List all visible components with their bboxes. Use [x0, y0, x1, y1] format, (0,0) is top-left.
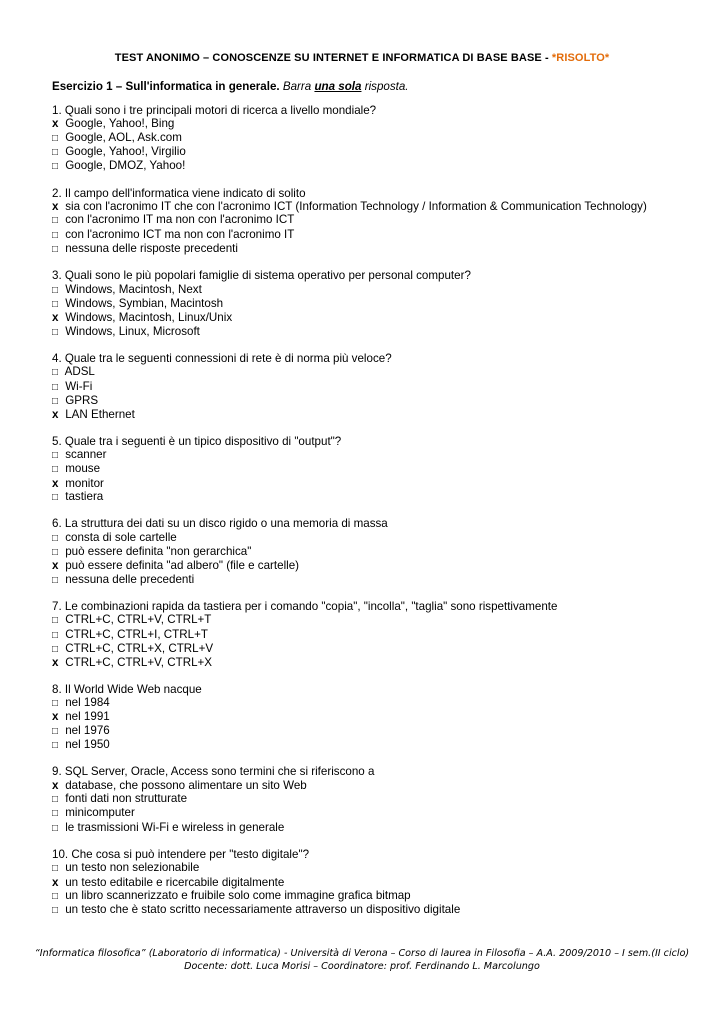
answer-option-label: nel 1976	[65, 723, 110, 737]
answer-option[interactable]	[52, 559, 712, 572]
answer-option[interactable]	[52, 228, 712, 242]
answer-option-label: nel 1950	[65, 737, 110, 751]
answer-option[interactable]	[52, 311, 712, 324]
empty-checkbox[interactable]: □	[52, 890, 59, 902]
answer-option-label: Google, DMOZ, Yahoo!	[65, 159, 186, 173]
answer-option[interactable]	[52, 821, 712, 835]
answer-option[interactable]	[52, 861, 712, 875]
checked-mark[interactable]: x	[52, 408, 59, 422]
answer-option[interactable]	[52, 283, 712, 297]
empty-checkbox[interactable]: □	[52, 808, 59, 820]
empty-checkbox[interactable]: □	[52, 629, 59, 641]
exercise-instruction-post: risposta.	[361, 80, 409, 93]
question-8	[52, 683, 712, 752]
question-list	[52, 104, 712, 931]
empty-checkbox[interactable]: □	[52, 381, 59, 393]
answer-option[interactable]	[52, 710, 712, 723]
answer-option-label: nel 1984	[65, 696, 110, 709]
answer-option-label: CTRL+C, CTRL+X, CTRL+V	[65, 641, 214, 655]
answer-option-label: ADSL	[64, 365, 95, 379]
answer-option-label: database, che possono alimentare un sito Web	[65, 778, 307, 792]
answer-option[interactable]	[52, 642, 712, 656]
answer-option-label: Google, Yahoo!, Bing	[65, 117, 175, 131]
answer-option-label: Google, AOL, Ask.com	[65, 130, 182, 144]
empty-checkbox[interactable]: □	[52, 215, 59, 227]
answer-option[interactable]	[52, 656, 712, 669]
answer-option-label: un libro scannerizzato e fruibile solo come immagine grafica bitmap	[65, 888, 411, 902]
answer-option-label: le trasmissioni Wi-Fi e wireless in generale	[65, 820, 285, 834]
answer-option-label: un testo che è stato scritto necessariamente attraverso un dispositivo digitale	[65, 903, 461, 917]
answer-option[interactable]	[52, 724, 712, 738]
empty-checkbox[interactable]: □	[52, 725, 59, 737]
answer-option-label: Windows, Macintosh, Next	[65, 282, 202, 296]
answer-option-label: tastiera	[65, 489, 104, 503]
answer-option-label: un testo editabile e ricercabile digitalmente	[65, 875, 285, 889]
empty-checkbox[interactable]: □	[52, 491, 59, 503]
question-3	[52, 269, 712, 338]
question-text: 2. Il campo dell'informatica viene indicato di solito	[52, 186, 306, 200]
answer-option[interactable]	[52, 903, 712, 917]
question-2	[52, 187, 712, 256]
answer-option-label: CTRL+C, CTRL+V, CTRL+X	[65, 656, 213, 670]
question-text: 6. La struttura dei dati su un disco rigido o una memoria di massa	[52, 517, 388, 531]
answer-option-label: fonti dati non strutturate	[65, 791, 188, 805]
question-text: 7. Le combinazioni rapida da tastiera per i comando "copia", "incolla", "taglia" sono rispettivamente	[52, 600, 558, 614]
empty-checkbox[interactable]: □	[52, 229, 59, 241]
answer-option[interactable]	[52, 876, 712, 889]
answer-option[interactable]	[52, 573, 712, 587]
answer-option[interactable]	[52, 477, 712, 490]
question-text: 1. Quali sono i tre principali motori di ricerca a livello mondiale?	[52, 104, 377, 117]
checked-mark[interactable]: x	[52, 476, 59, 490]
answer-option-label: Windows, Symbian, Macintosh	[65, 296, 224, 310]
answer-option[interactable]	[52, 365, 712, 379]
empty-checkbox[interactable]: □	[52, 643, 59, 655]
answer-option[interactable]	[52, 696, 712, 710]
empty-checkbox[interactable]: □	[52, 395, 59, 407]
answer-option-label: con l'acronimo IT ma non con l'acronimo ICT	[65, 213, 295, 227]
answer-option-label: minicomputer	[65, 806, 135, 820]
answer-option-label: mouse	[65, 462, 101, 476]
answer-option-label: un testo non selezionabile	[65, 861, 200, 875]
checked-mark[interactable]: x	[52, 559, 59, 573]
empty-checkbox[interactable]: □	[52, 863, 59, 875]
answer-option[interactable]	[52, 145, 712, 159]
answer-option-label: GPRS	[65, 393, 99, 407]
answer-option[interactable]	[52, 200, 712, 213]
answer-option[interactable]	[52, 545, 712, 559]
empty-checkbox[interactable]: □	[52, 284, 59, 296]
question-10	[52, 848, 712, 917]
answer-option[interactable]	[52, 242, 712, 256]
answer-option-label: Windows, Linux, Microsoft	[65, 324, 200, 338]
empty-checkbox[interactable]: □	[52, 464, 59, 476]
answer-option[interactable]	[52, 889, 712, 903]
question-7	[52, 600, 712, 669]
answer-option-label: con l'acronimo ICT ma non con l'acronimo IT	[65, 227, 295, 241]
empty-checkbox[interactable]: □	[52, 574, 59, 586]
footer-line-course: “Informatica filosofica” (Laboratorio di informatica) - Università di Verona – Corso di laurea in Filosofia – A.A. 2009/2010 – I sem.(II ciclo)	[34, 948, 690, 959]
answer-option[interactable]	[52, 738, 712, 752]
empty-checkbox[interactable]: □	[52, 367, 59, 379]
empty-checkbox[interactable]: □	[52, 132, 59, 144]
empty-checkbox[interactable]: □	[52, 326, 59, 338]
exercise-instruction-pre: Barra	[279, 80, 315, 93]
answer-option[interactable]	[52, 490, 712, 504]
answer-option-label: nessuna delle precedenti	[65, 572, 195, 586]
question-5	[52, 435, 712, 504]
answer-option[interactable]	[52, 806, 712, 820]
question-1	[52, 104, 712, 173]
answer-option[interactable]	[52, 213, 712, 227]
answer-option-label: monitor	[65, 476, 104, 490]
answer-option-label: Wi-Fi	[65, 379, 93, 393]
answer-option-label: sia con l'acronimo IT che con l'acronimo ICT (Information Technology / Information & Communication Technology)	[65, 199, 647, 213]
answer-option[interactable]	[52, 779, 712, 792]
answer-option[interactable]	[52, 462, 712, 476]
empty-checkbox[interactable]: □	[52, 161, 59, 173]
checked-mark[interactable]: x	[52, 875, 59, 889]
answer-option[interactable]	[52, 792, 712, 806]
answer-option-label: può essere definita "ad albero" (file e cartelle)	[65, 559, 300, 573]
question-text: 10. Che cosa si può intendere per "testo digitale"?	[52, 848, 310, 862]
answer-option[interactable]	[52, 297, 712, 311]
question-text: 3. Quali sono le più popolari famiglie di sistema operativo per personal computer?	[52, 269, 471, 283]
empty-checkbox[interactable]: □	[52, 146, 59, 158]
exercise-heading	[52, 80, 409, 93]
checked-mark[interactable]: x	[52, 778, 59, 792]
answer-option-label: Windows, Macintosh, Linux/Unix	[65, 311, 233, 325]
footer-line-teachers: Docente: dott. Luca Morisi – Coordinatore: prof. Ferdinando L. Marcolungo	[184, 960, 540, 972]
answer-option-label: CTRL+C, CTRL+I, CTRL+T	[65, 627, 208, 641]
empty-checkbox[interactable]: □	[52, 615, 59, 627]
checked-mark[interactable]: x	[52, 710, 59, 724]
answer-option[interactable]	[52, 531, 712, 545]
answer-option-label: CTRL+C, CTRL+V, CTRL+T	[65, 613, 212, 627]
answer-option-label: nel 1991	[65, 710, 110, 724]
empty-checkbox[interactable]: □	[52, 905, 59, 917]
question-text: 8. Il World Wide Web nacque	[52, 682, 202, 696]
answer-option-label: Google, Yahoo!, Virgilio	[65, 144, 186, 158]
empty-checkbox[interactable]: □	[52, 546, 59, 558]
document-title-main: TEST ANONIMO – CONOSCENZE SU INTERNET E INFORMATICA DI BASE BASE -	[114, 52, 552, 64]
answer-option-label: nessuna delle risposte precedenti	[65, 241, 238, 255]
question-text: 5. Quale tra i seguenti è un tipico dispositivo di "output"?	[52, 434, 342, 448]
question-9	[52, 765, 712, 834]
answer-option[interactable]	[52, 159, 712, 173]
answer-option[interactable]	[52, 394, 712, 408]
answer-option-label: scanner	[65, 447, 107, 461]
page-footer	[0, 948, 724, 973]
empty-checkbox[interactable]: □	[52, 698, 59, 709]
answer-option-label: può essere definita "non gerarchica"	[65, 544, 252, 558]
empty-checkbox[interactable]: □	[52, 793, 59, 805]
answer-option[interactable]	[52, 117, 712, 130]
empty-checkbox[interactable]: □	[52, 449, 59, 461]
empty-checkbox[interactable]: □	[52, 532, 59, 544]
question-text: 4. Quale tra le seguenti connessioni di rete è di norma più veloce?	[52, 352, 392, 366]
exercise-instruction-emphasis: una sola	[314, 80, 362, 93]
checked-mark[interactable]: x	[52, 199, 59, 213]
answer-option[interactable]	[52, 448, 712, 462]
exercise-title: Esercizio 1 – Sull'informatica in generale.	[52, 80, 280, 93]
empty-checkbox[interactable]: □	[52, 298, 59, 310]
checked-mark[interactable]: x	[52, 117, 59, 131]
answer-option[interactable]	[52, 380, 712, 394]
checked-mark[interactable]: x	[52, 656, 59, 670]
checked-mark[interactable]: x	[52, 311, 59, 325]
answer-option-label: LAN Ethernet	[65, 408, 135, 422]
question-6	[52, 517, 712, 586]
answer-option[interactable]	[52, 408, 712, 421]
answer-option[interactable]	[52, 613, 712, 627]
empty-checkbox[interactable]: □	[52, 739, 59, 751]
answer-option[interactable]	[52, 131, 712, 145]
question-4	[52, 352, 712, 421]
answer-option[interactable]	[52, 325, 712, 339]
answer-option-label: consta di sole cartelle	[65, 530, 177, 544]
answer-option[interactable]	[52, 628, 712, 642]
empty-checkbox[interactable]: □	[52, 243, 59, 255]
empty-checkbox[interactable]: □	[52, 822, 59, 834]
document-title	[0, 52, 724, 64]
question-text: 9. SQL Server, Oracle, Access sono termini che si riferiscono a	[52, 765, 375, 779]
solved-label: *RISOLTO*	[551, 52, 610, 64]
